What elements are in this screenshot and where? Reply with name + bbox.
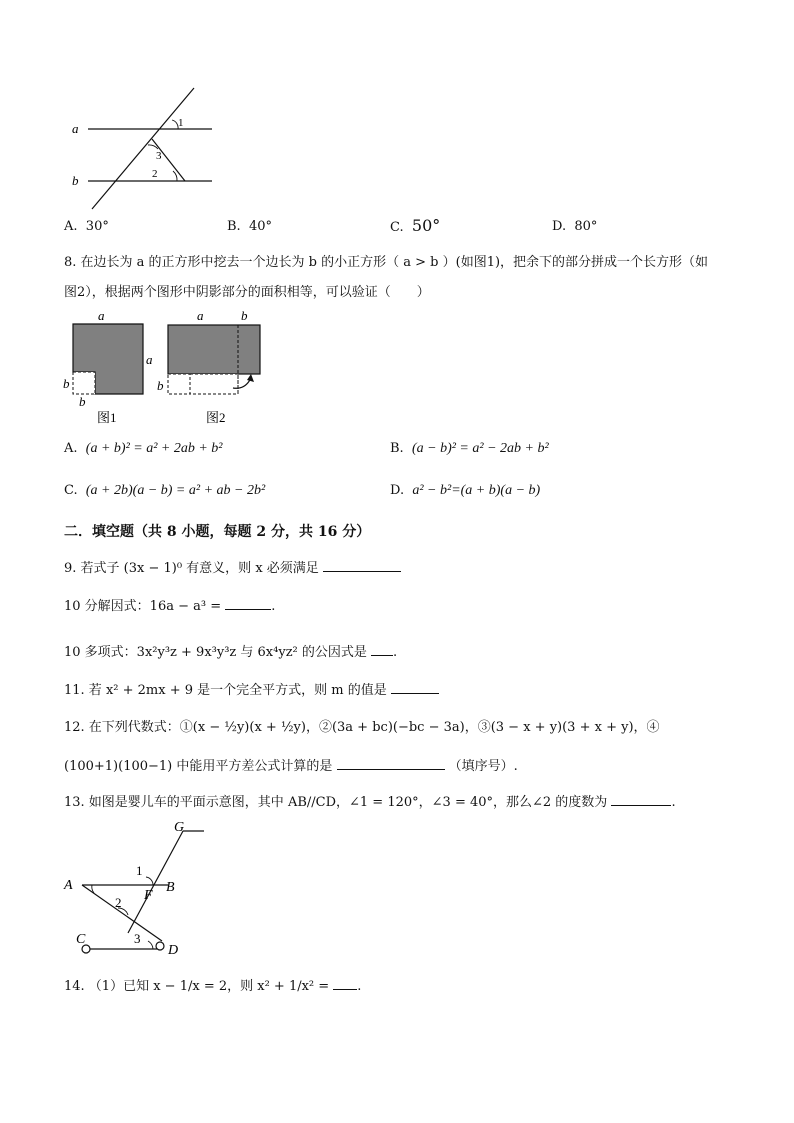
end-dot: . [671, 795, 676, 810]
q10b-answer-blank[interactable] [371, 643, 393, 656]
q11-answer-blank[interactable] [391, 681, 439, 694]
point-f-label: F [144, 888, 153, 903]
option-text: 30° [85, 219, 109, 234]
option-letter: D. [552, 219, 567, 234]
fig1-bottom-b: b [79, 394, 86, 409]
point-g-label: G [174, 820, 185, 835]
q8-option-d[interactable] [390, 483, 540, 499]
q14-text: 14. （1）已知 x − 1/x = 2，则 x² + 1/x² = [64, 979, 334, 994]
fig1-right-a: a [146, 352, 153, 367]
stroller-figure [58, 813, 228, 963]
q7-option-b[interactable] [227, 219, 272, 234]
q12-line2 [64, 755, 518, 774]
q8-option-c[interactable] [64, 483, 265, 499]
fig2-top-a: a [197, 308, 204, 323]
q8-option-a[interactable] [64, 441, 223, 457]
q14-answer-blank[interactable] [333, 977, 357, 990]
q8-stem-line2: 图2），根据两个图形中阴影部分的面积相等，可以验证（ ） [64, 285, 430, 300]
angle-1-label: 1 [136, 863, 143, 878]
angle-1-label: 1 [178, 117, 184, 129]
q11-text: 11. 若 x² + 2mx + 9 是一个完全平方式，则 m 的值是 [64, 683, 387, 698]
point-c-label: C [76, 932, 86, 947]
fig1-left-b: b [63, 376, 70, 391]
fig2-left-b: b [157, 378, 164, 393]
q10a [64, 595, 275, 614]
option-letter: B. [390, 441, 404, 456]
option-letter: B. [227, 219, 241, 234]
angle-2-label: 2 [115, 895, 122, 910]
angle-3-label: 3 [134, 931, 141, 946]
option-letter: A. [64, 219, 78, 234]
option-letter: D. [390, 483, 405, 498]
line-a-label: a [72, 121, 79, 136]
option-text: (a − b)² = a² − 2ab + b² [411, 441, 549, 456]
q8-option-b[interactable] [390, 441, 549, 457]
q12-answer-blank[interactable] [337, 757, 445, 770]
end-dot: . [393, 645, 398, 660]
square-figures [55, 308, 275, 428]
q8-stem-line1: 8. 在边长为 a 的正方形中挖去一个边长为 b 的小正方形（ a > b ）(如图1)，把余下的部分拼成一个长方形（如 [64, 255, 709, 270]
fig2-top-b: b [241, 308, 248, 323]
angle-2-label: 2 [152, 168, 158, 180]
q10a-answer-blank[interactable] [225, 597, 271, 610]
option-letter: A. [64, 441, 78, 456]
section-heading: 二．填空题（共 8 小题，每题 2 分，共 16 分） [64, 524, 371, 540]
option-text: (a + b)² = a² + 2ab + b² [85, 441, 223, 456]
point-b-label: B [166, 880, 175, 895]
q10a-text: 10 分解因式：16a − a³ = [64, 599, 226, 614]
q9 [64, 557, 401, 576]
line-b-label: b [72, 173, 79, 188]
angle-3-label: 3 [156, 150, 162, 162]
q11 [64, 679, 439, 698]
q7-option-d[interactable] [552, 219, 597, 234]
option-letter: C. [64, 483, 78, 498]
option-text: 40° [248, 219, 272, 234]
end-dot: . [271, 599, 276, 614]
option-text: 50° [411, 216, 441, 235]
q12-text: (100+1)(100−1) 中能用平方差公式计算的是 [64, 759, 333, 774]
q9-text: 9. 若式子 (3x − 1)⁰ 有意义，则 x 必须满足 [64, 561, 319, 576]
point-a-label: A [64, 878, 73, 893]
end-dot: . [357, 979, 362, 994]
q10b [64, 641, 397, 660]
option-text: a² − b²=(a + b)(a − b) [412, 483, 541, 498]
option-text: 80° [574, 219, 598, 234]
option-letter: C. [390, 220, 404, 235]
fig1-caption: 图1 [97, 410, 117, 425]
q12-suffix: （填序号）. [448, 759, 518, 774]
q14 [64, 975, 361, 994]
fig2-caption: 图2 [206, 410, 226, 425]
q12-line1: 12. 在下列代数式：①(x − ½y)(x + ½y)，②(3a + bc)(−bc − 3a)，③(3 − x + y)(3 + x + y)，④ [64, 720, 660, 735]
point-d-label: D [168, 943, 179, 958]
q9-answer-blank[interactable] [323, 559, 401, 572]
q13-text: 13. 如图是婴儿车的平面示意图，其中 AB//CD，∠1 = 120°，∠3 = 40°，那么∠2 的度数为 [64, 795, 608, 810]
q10b-text: 10 多项式：3x²y³z + 9x³y³z 与 6x⁴yz² 的公因式是 [64, 645, 367, 660]
fig1-top-a: a [98, 308, 105, 323]
q13-answer-blank[interactable] [611, 793, 671, 806]
q7-option-c[interactable] [390, 216, 440, 235]
q13 [64, 791, 676, 810]
parallel-lines-figure [60, 85, 230, 215]
q7-option-a[interactable] [64, 219, 109, 234]
option-text: (a + 2b)(a − b) = a² + ab − 2b² [85, 483, 266, 498]
